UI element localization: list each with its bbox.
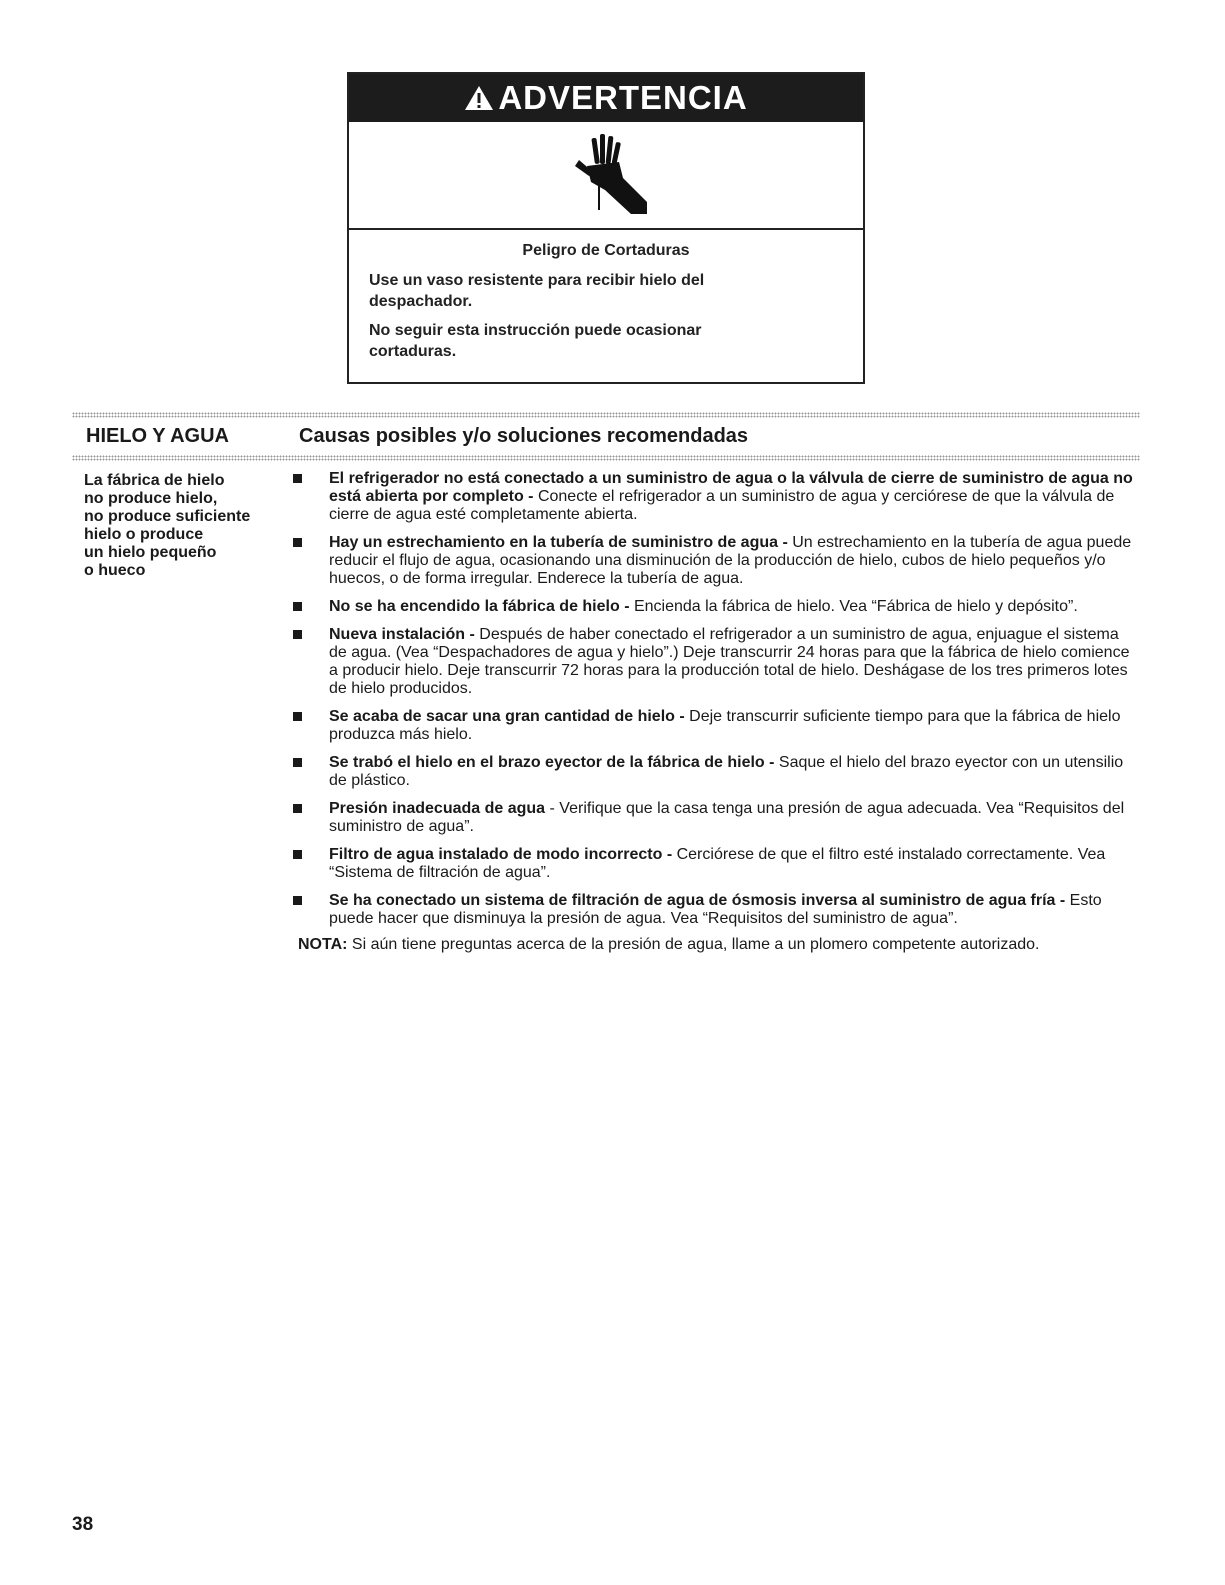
page-number: 38 [72,1514,94,1535]
bullet-square-icon [293,896,302,905]
warning-header [349,74,863,122]
warning-body [349,230,863,362]
cause-title: Se trabó el hielo en el brazo eyector de la fábrica de hielo - [329,754,775,771]
bullet-square-icon [293,474,302,483]
cause-text: Un estrechamiento en la tubería de agua puede reducir el flujo de agua, ocasionando una disminución de la producción de hielo, cubos de hielo pequeños y/o huecos, o de forma irregular. Enderece la tubería de agua. [329,534,1132,587]
cause-text: Cerciórese de que el filtro esté instalado correctamente. Vea “Sistema de filtración de agua”. [329,846,1106,881]
cause-item [289,892,1137,928]
cause-title: Filtro de agua instalado de modo incorrecto - [329,846,673,863]
cut-hazard-area [349,122,863,230]
cause-title: Se acaba de sacar una gran cantidad de hielo - [329,708,685,725]
causes-list [289,470,1137,954]
cause-text: Esto puede hacer que disminuya la presión de agua. Vea “Requisitos del suministro de agua”. [329,892,1102,927]
table-header-solutions: Causas posibles y/o soluciones recomendadas [299,425,749,447]
note-text: Si aún tiene preguntas acerca de la presión de agua, llame a un plomero competente autorizado. [347,936,1040,953]
table-header-rule [72,455,1140,461]
note [289,936,1137,954]
bullet-square-icon [293,804,302,813]
table-header-problem: HIELO Y AGUA [86,425,229,447]
cause-item [289,534,1137,588]
bullet-square-icon [293,758,302,767]
warning-box [347,72,865,384]
cause-text: Conecte el refrigerador a un suministro de agua y cerciórese de que la válvula de cierre de agua esté completamente abierta. [329,488,1115,523]
warning-consequence: No seguir esta instrucción puede ocasionar cortaduras. [369,322,702,360]
cause-text: Saque el hielo del brazo eyector con un utensilio de plástico. [329,754,1124,789]
cause-item [289,846,1137,882]
problem-line: no produce hielo, [84,490,218,507]
cause-text: Encienda la fábrica de hielo. Vea “Fábrica de hielo y depósito”. [629,598,1078,615]
note-label: NOTA: [298,936,348,953]
bullet-square-icon [293,712,302,721]
cause-item [289,626,1137,698]
table-top-rule [72,412,1140,418]
problem-line: hielo o produce [84,526,204,543]
bullet-square-icon [293,850,302,859]
problem-line: un hielo pequeño [84,544,217,561]
bullet-square-icon [293,538,302,547]
cause-text: Después de haber conectado el refrigerador a un suministro de agua, enjuague el sistema de agua. (Vea “Despachadores de agua y hielo”.) Deje transcurrir 24 horas para que la fábrica de hielo comience a producir hielo. Deje transcurrir 72 horas para la producción total de hielo. Deshágase de los tres primeros lotes de hielo producidos. [329,626,1130,697]
problem-line: no produce suficiente [84,508,251,525]
cut-hand-icon [561,130,651,220]
warning-title: Peligro de Cortaduras [522,242,690,259]
cause-item [289,708,1137,744]
cause-item [289,598,1137,616]
cause-title: Nueva instalación - [329,626,475,643]
bullet-square-icon [293,602,302,611]
cause-title: El refrigerador no está conectado a un suministro de agua o la válvula de cierre de suministro de agua no está abierta por completo - [329,470,1133,505]
cause-title: Hay un estrechamiento en la tubería de suministro de agua - [329,534,788,551]
cause-title: Se ha conectado un sistema de filtración de agua de ósmosis inversa al suministro de agua fría - [329,892,1066,909]
problem-description [84,472,284,580]
warning-triangle-icon [464,84,494,112]
cause-item [289,754,1137,790]
cause-item [289,800,1137,836]
cause-text: - Verifique que la casa tenga una presión de agua adecuada. Vea “Requisitos del suministro de agua”. [329,800,1125,835]
warning-header-text: ADVERTENCIA [498,79,748,116]
cause-title: No se ha encendido la fábrica de hielo - [329,598,630,615]
problem-line: o hueco [84,562,146,579]
problem-line: La fábrica de hielo [84,472,225,489]
warning-instruction: Use un vaso resistente para recibir hielo del despachador. [369,272,705,310]
cause-item [289,470,1137,524]
cause-text: Deje transcurrir suficiente tiempo para que la fábrica de hielo produzca más hielo. [329,708,1121,743]
cause-title: Presión inadecuada de agua [329,800,546,817]
bullet-square-icon [293,630,302,639]
